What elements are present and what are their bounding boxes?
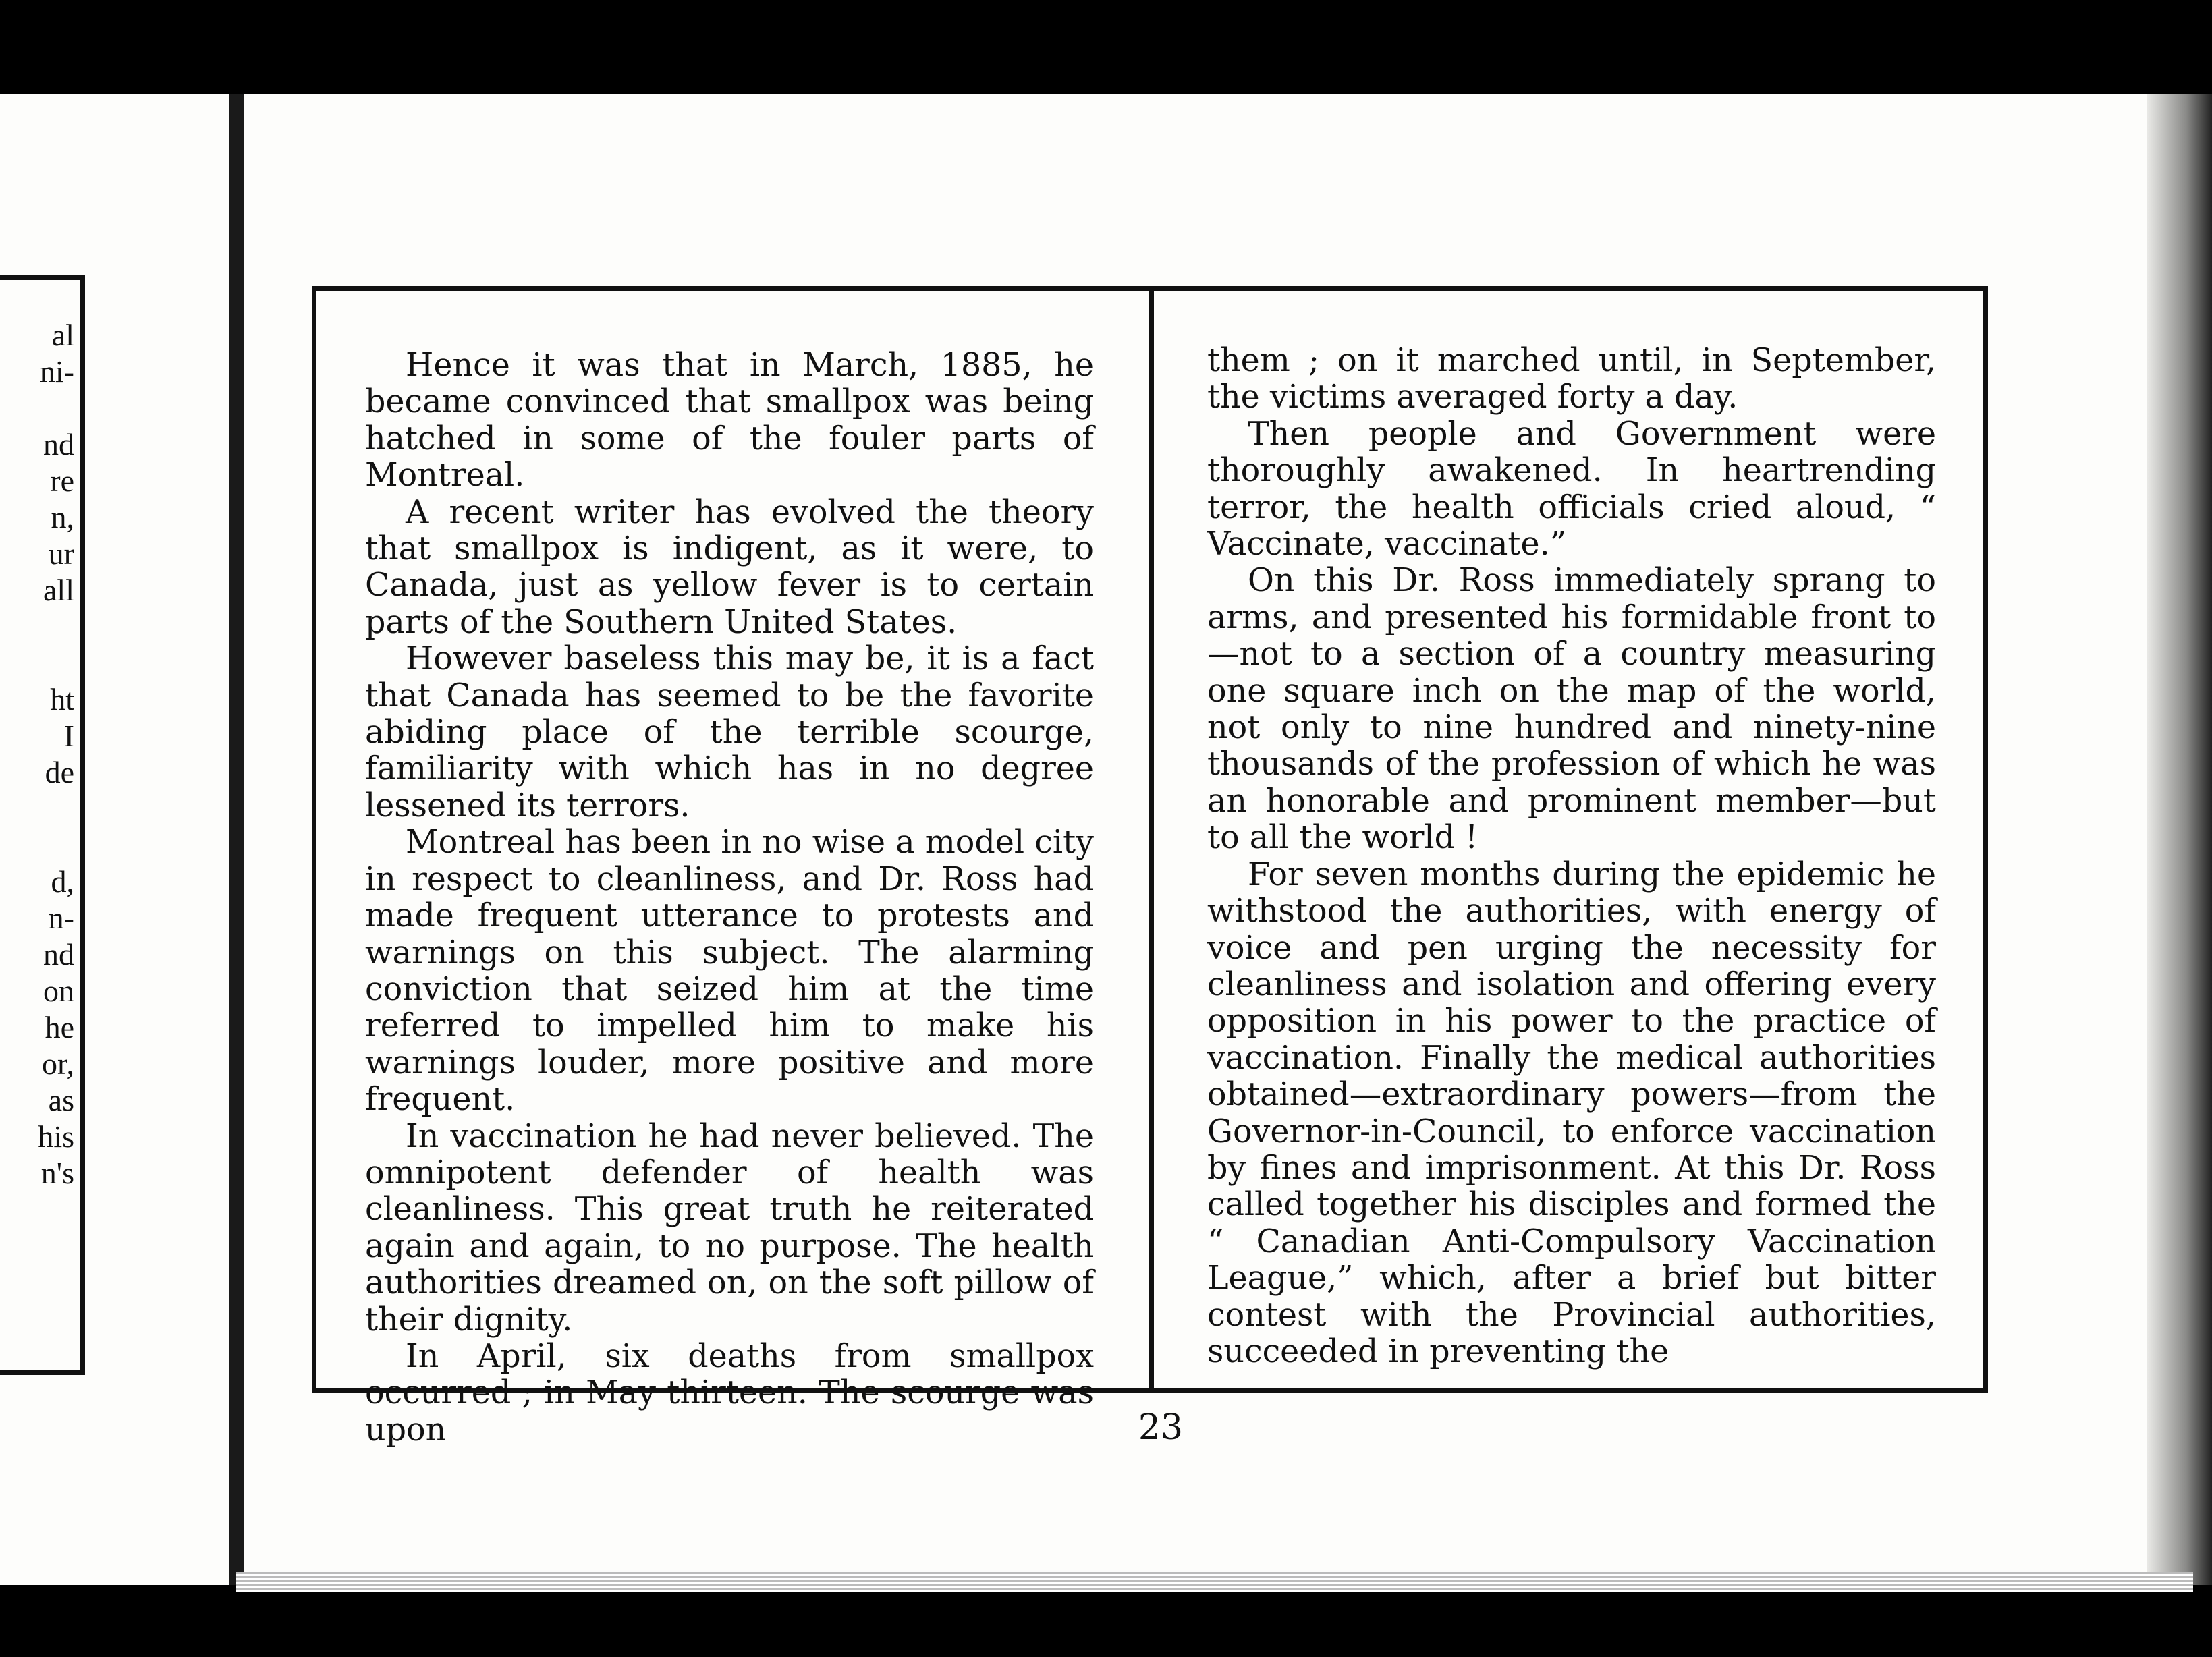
paragraph: Hence it was that in March, 1885, he became convinced that smallpox was being hatched in some of the fouler parts of Montreal. — [365, 347, 1094, 495]
fragment-line: ht — [50, 682, 74, 717]
text-frame-right-overlay — [312, 286, 1988, 1393]
fragment-line: ur — [48, 536, 74, 571]
paragraph: Then people and Government were thoroughly awakened. In heartrending terror, the health officials cried aloud, “ Vaccinate, vaccinate.” — [1207, 415, 1936, 563]
fragment-line: de — [45, 755, 74, 789]
paragraph: On this Dr. Ross immediately sprang to arms, and presented his formidable front to—not to a section of a country measuring one square inch on the map of the world, not only to nine hundred and ninety-nine thousands of the profession of which he was an honorable and prominent member—but to all the world ! — [1207, 562, 1936, 857]
page-bottom-edge — [236, 1572, 2193, 1592]
paragraph: In April, six deaths from smallpox occurred ; in May thirteen. The scourge was upon — [365, 1337, 1094, 1449]
fragment-line: d, — [51, 864, 74, 899]
book-spine — [229, 94, 244, 1585]
previous-page — [0, 94, 229, 1585]
fragment-line — [0, 645, 74, 681]
fragment-line — [0, 791, 74, 827]
paragraph: them ; on it marched until, in September, the victims averaged forty a day. — [1207, 342, 1936, 416]
fragment-line: on — [43, 974, 74, 1008]
fragment-line: as — [48, 1083, 74, 1117]
paragraph: In vaccination he had never believed. The omnipotent defender of health was cleanliness. This great truth he reiterated again and again, to no purpose. The health authorities dreamed on, on the soft pillow of their dignity. — [365, 1117, 1094, 1339]
paragraph: For seven months during the epidemic he withstood the authorities, with energy of voice and pen urging the necessity for cleanliness and isolation and offering every opposition in his power to the practice of vaccination. Finally the medical authorities obtained—extraordinary powers—from the Governor-in-Council, to enforce vaccination by fines and imprisonment. At this Dr. Ross called together his disciples and formed the “ Canadian Anti-Compulsory Vaccination League,” which, after a brief but bitter contest with the Provincial authorities, succeeded in preventing the — [1207, 855, 1936, 1370]
page-edge-shadow — [2147, 94, 2212, 1585]
right-column — [1207, 343, 1936, 1370]
fragment-line: n's — [40, 1156, 74, 1190]
fragment-line: nd — [43, 427, 74, 461]
fragment-line: nd — [43, 937, 74, 972]
paragraph: However baseless this may be, it is a fact that Canada has seemed to be the favorite abiding place of the terrible scourge, familiarity with which has in no degree lessened its terrors. — [365, 640, 1094, 824]
fragment-line: n- — [48, 901, 74, 935]
fragment-line: or, — [42, 1046, 74, 1081]
fragment-line — [0, 609, 74, 645]
fragment-line: ni- — [39, 354, 74, 389]
paragraph: A recent writer has evolved the theory that smallpox is indigent, as it were, to Canada, just as yellow fever is to certain parts of the Southern United States. — [365, 493, 1094, 641]
fragment-line — [0, 827, 74, 864]
fragment-line: he — [45, 1010, 74, 1044]
fragment-line: his — [38, 1119, 74, 1154]
fragment-line: all — [43, 573, 74, 607]
fragment-line: re — [50, 464, 74, 498]
paragraph: Montreal has been in no wise a model city in respect to cleanliness, and Dr. Ross had made frequent utterance to protests and warnings on this subject. The alarming conviction that seized him at the time referred to impelled him to make his warnings louder, more positive and more frequent. — [365, 824, 1094, 1119]
fragment-line — [0, 390, 74, 426]
fragment-line: n, — [51, 500, 74, 534]
page-number: 23 — [1138, 1407, 1184, 1448]
previous-page-text-fragment — [0, 317, 74, 1191]
fragment-line: I — [63, 719, 74, 753]
fragment-line: al — [51, 318, 74, 352]
